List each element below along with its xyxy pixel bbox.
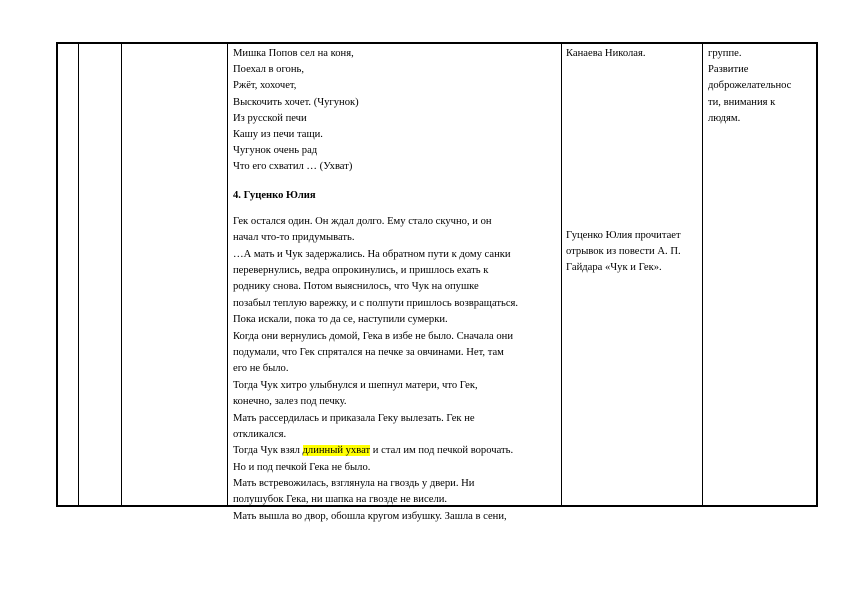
column-divider-5: [702, 42, 703, 506]
story-line: перевернулись, ведра опрокинулись, и пришлось ехать к: [233, 265, 489, 276]
goals-cell: [708, 46, 814, 127]
table-left-border: [56, 42, 58, 506]
riddle-line: Чугунок очень рад: [233, 145, 318, 157]
story-line: конечно, залез под печку.: [233, 396, 347, 408]
activity-cell: [233, 46, 559, 525]
story-line: Тогда Чук хитро улыбнулся и шепнул матери, что Гек,: [233, 379, 478, 391]
participant-note: отрывок из повести А. П.: [566, 246, 681, 258]
participant-cell-top: [566, 46, 700, 62]
story-line: откликался.: [233, 428, 287, 440]
story-line: позабыл теплую варежку, и с полпути пришлось возвращаться.: [233, 297, 519, 309]
table-right-border: [816, 42, 818, 506]
column-divider-2: [121, 42, 122, 506]
column-divider-4: [561, 42, 562, 506]
goal-line: людям.: [708, 112, 741, 124]
riddle-line: Ржёт, хохочет,: [233, 80, 297, 92]
story-line: Гек остался один. Он ждал долго. Ему стало скучно, и он: [233, 215, 492, 227]
story-line: Когда они вернулись домой, Гека в избе не было. Сначала они: [233, 330, 513, 342]
story-line: полушубок Гека, ни шапка на гвозде не висели.: [233, 494, 448, 506]
story-line: Пока искали, пока то да се, наступили сумерки.: [233, 314, 448, 326]
story-line: Мать вышла во двор, обошла кругом избушку. Зашла в сени,: [233, 510, 507, 522]
highlighted-phrase: длинный ухват: [302, 445, 371, 457]
participant-note: Гуценко Юлия прочитает: [566, 230, 681, 241]
participant-name: Канаева Николая.: [566, 48, 646, 59]
riddle-line: Выскочить хочет. (Чугунок): [233, 96, 359, 108]
story-line: его не было.: [233, 363, 289, 375]
riddle-line: Поехал в огонь,: [233, 64, 305, 76]
goal-line: доброжелательнос: [708, 80, 792, 92]
riddle-line: Кашу из печи тащи.: [233, 129, 323, 141]
story-line: Но и под печкой Гека не было.: [233, 461, 371, 473]
story-passage: [233, 214, 559, 525]
riddle-line: Из русской печи: [233, 112, 307, 124]
story-line: подумали, что Гек спрятался на печке за овчинами. Нет, там: [233, 346, 504, 358]
goal-line: ти, внимания к: [708, 96, 776, 108]
story-line: роднику снова. Потом выяснилось, что Чук на опушке: [233, 281, 479, 293]
story-line: начал что-то придумывать.: [233, 232, 355, 244]
goal-line: группе.: [708, 48, 742, 59]
goal-line: Развитие: [708, 64, 749, 76]
riddle-line: Что его схватил … (Ухват): [233, 161, 353, 173]
table-top-border: [56, 42, 818, 44]
story-line: Мать рассердилась и приказала Геку вылезать. Гек не: [233, 412, 475, 424]
column-divider-1: [78, 42, 79, 506]
story-line: Мать встревожилась, взглянула на гвоздь у двери. Ни: [233, 478, 475, 490]
riddle-line: Мишка Попов сел на коня,: [233, 48, 354, 59]
story-text: и стал им под печкой ворочать.: [370, 445, 514, 457]
story-line: …А мать и Чук задержались. На обратном пути к дому санки: [233, 248, 511, 260]
story-line: [233, 443, 559, 459]
story-text: Тогда Чук взял: [233, 445, 303, 457]
participant-cell-reading: [566, 228, 700, 277]
section-heading: 4. Гуценко Юлия: [233, 189, 316, 201]
participant-note: Гайдара «Чук и Гек».: [566, 262, 662, 274]
column-divider-3: [227, 42, 228, 506]
